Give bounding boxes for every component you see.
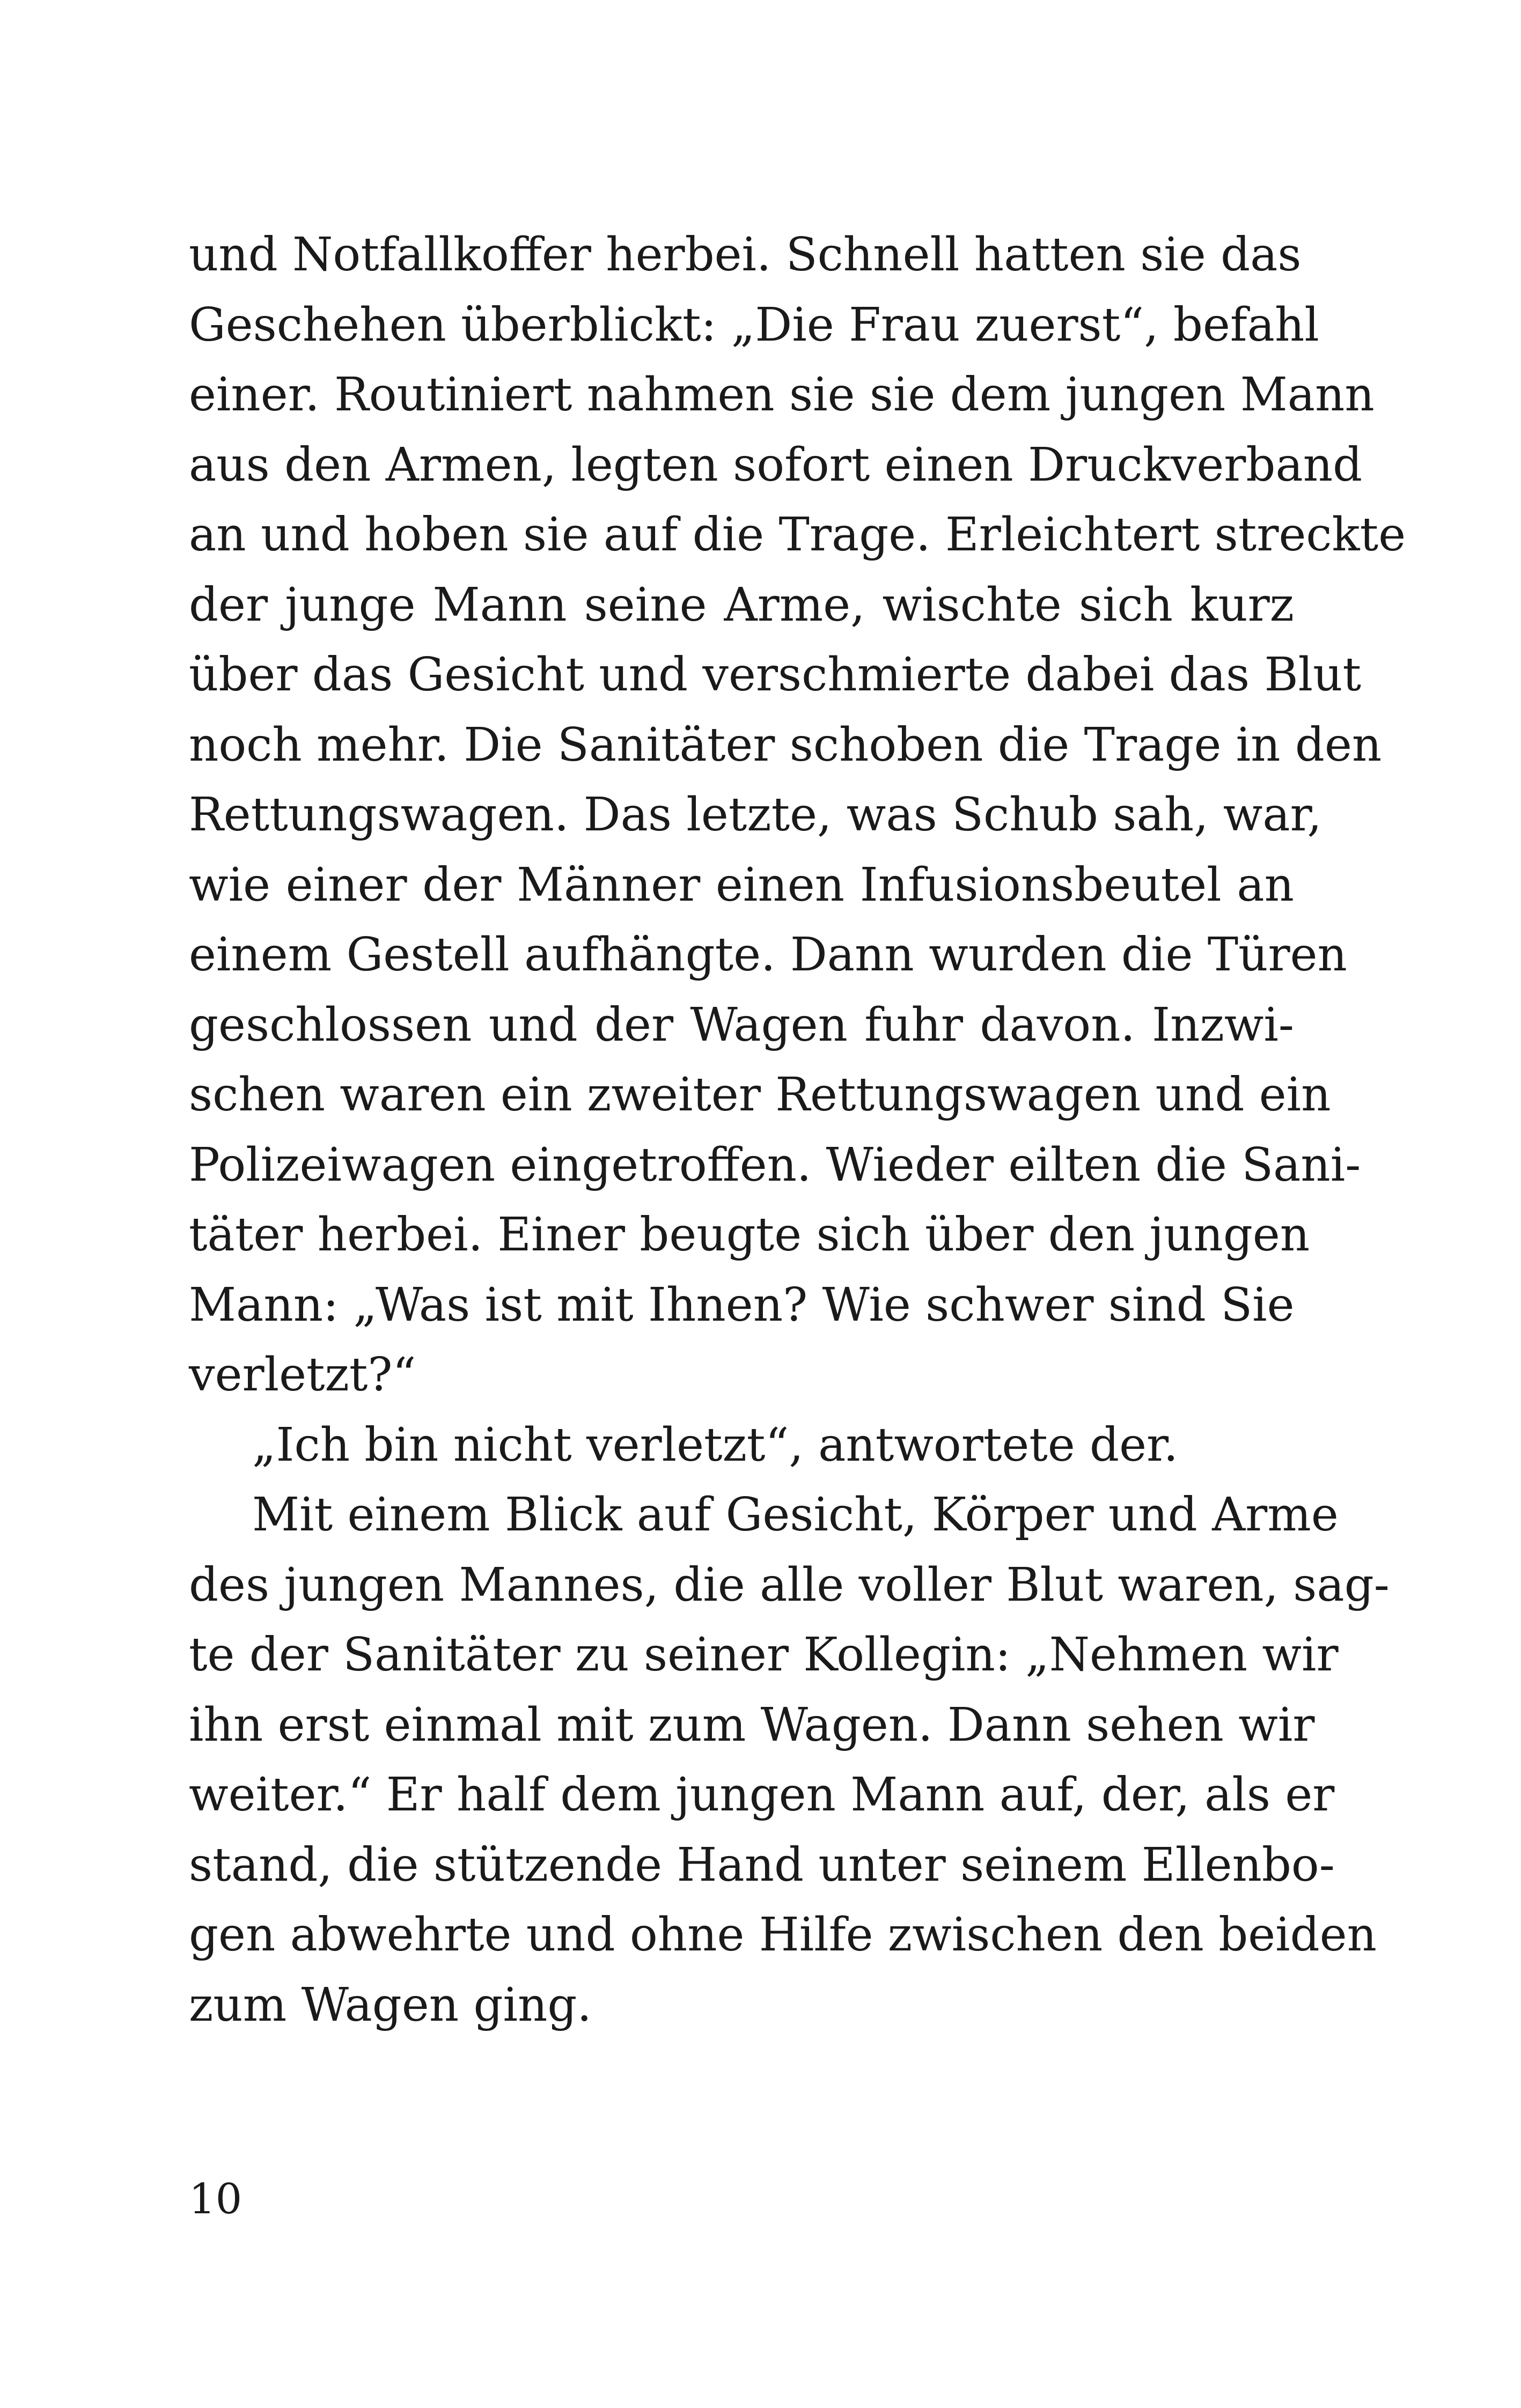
text-line: über das Gesicht und verschmierte dabei das Blut [189,648,1362,702]
text-line: Geschehen überblickt: „Die Frau zuerst“, befahl [189,298,1319,352]
text-line: verletzt?“ [189,1348,416,1402]
text-line: Mann: „Was ist mit Ihnen? Wie schwer sind Sie [189,1278,1295,1332]
text-line: Polizeiwagen eingetroffen. Wieder eilten die Sani- [189,1138,1361,1192]
paragraph [189,1480,1390,2040]
text-line: Mit einem Blick auf Gesicht, Körper und Arme [252,1488,1339,1542]
paragraph [189,1410,1294,1481]
text-line: noch mehr. Die Sanitäter schoben die Trage in den [189,718,1382,772]
text-line: „Ich bin nicht verletzt“, antwortete der. [252,1418,1179,1472]
text-line: gen abwehrte und ohne Hilfe zwischen den beiden [189,1908,1377,1962]
body-text [189,220,1406,2040]
text-line: täter herbei. Einer beugte sich über den jungen [189,1208,1310,1262]
page-number: 10 [189,2175,243,2223]
text-line: schen waren ein zweiter Rettungswagen und ein [189,1068,1331,1122]
paragraph [189,220,1406,1410]
text-line: ihn erst einmal mit zum Wagen. Dann sehen wir [189,1698,1315,1752]
text-line: und Notfallkoffer herbei. Schnell hatten sie das [189,228,1302,282]
text-line: aus den Armen, legten sofort einen Druckverband [189,438,1363,492]
text-line: weiter.“ Er half dem jungen Mann auf, der, als er [189,1768,1335,1822]
text-line: geschlossen und der Wagen fuhr davon. Inzwi- [189,998,1294,1052]
text-line: Rettungswagen. Das letzte, was Schub sah, war, [189,788,1322,842]
text-line: an und hoben sie auf die Trage. Erleichtert streckte [189,508,1406,562]
text-line: einer. Routiniert nahmen sie sie dem jungen Mann [189,368,1375,422]
text-line: einem Gestell aufhängte. Dann wurden die Türen [189,928,1347,982]
text-line: des jungen Mannes, die alle voller Blut waren, sag- [189,1558,1390,1612]
text-line: wie einer der Männer einen Infusionsbeutel an [189,858,1294,912]
text-line: der junge Mann seine Arme, wischte sich kurz [189,578,1294,632]
text-line: zum Wagen ging. [189,1978,592,2032]
text-line: stand, die stützende Hand unter seinem Ellenbo- [189,1838,1335,1892]
text-line: te der Sanitäter zu seiner Kollegin: „Nehmen wir [189,1628,1339,1682]
